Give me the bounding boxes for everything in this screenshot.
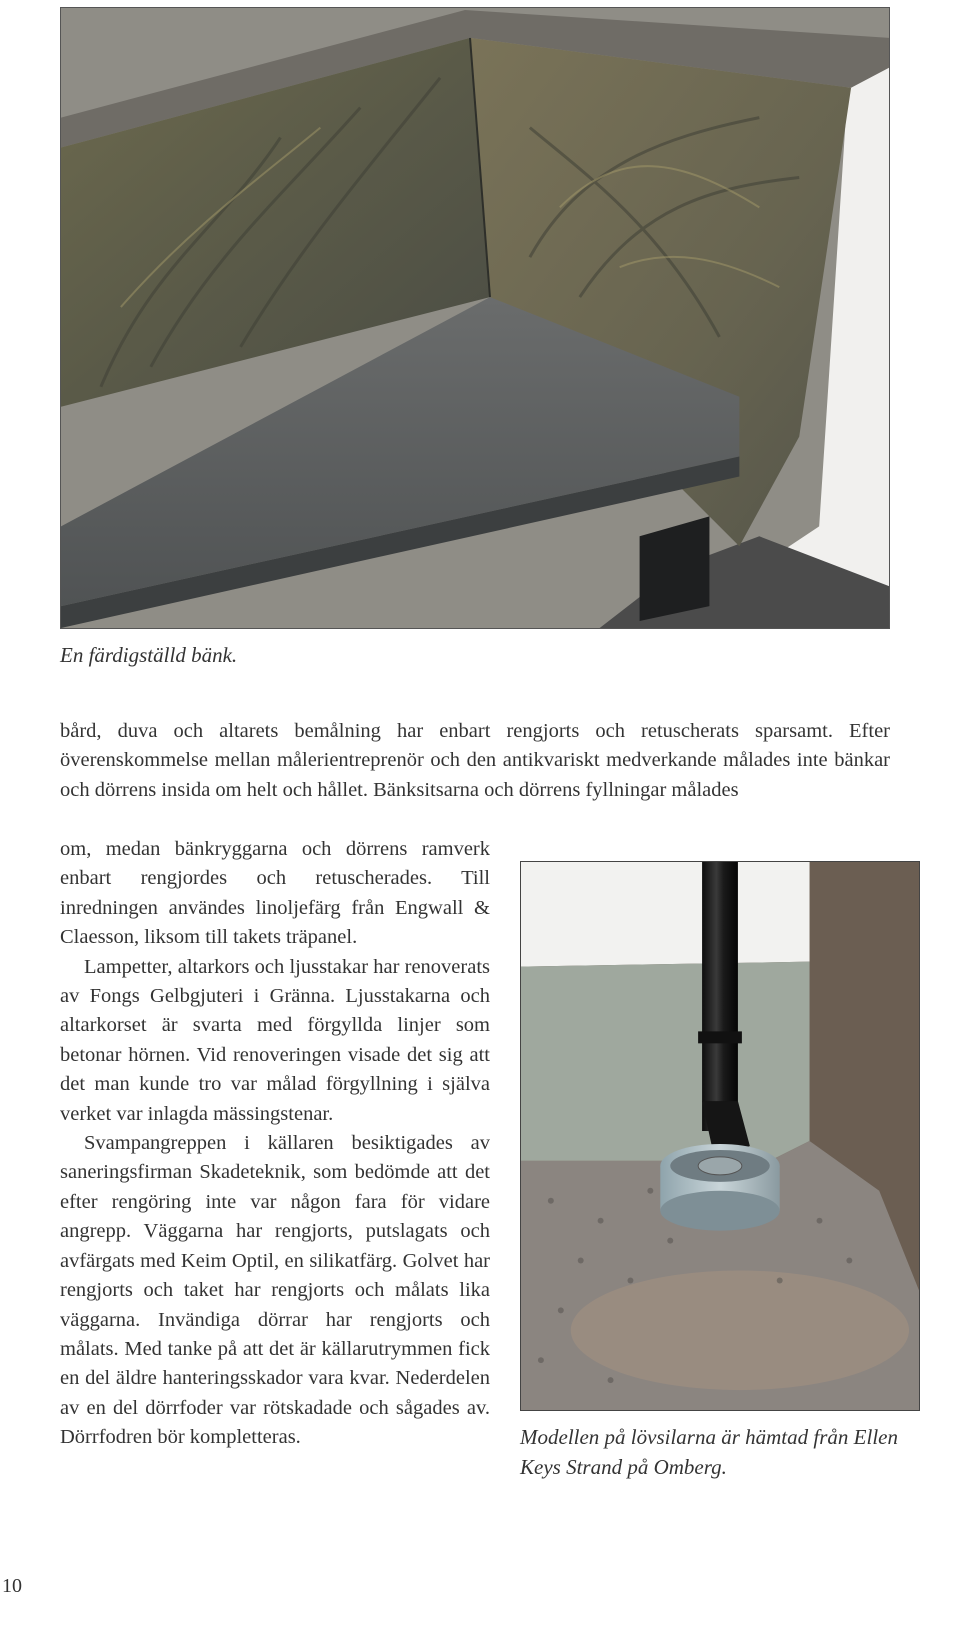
- bench-photo: [60, 7, 890, 629]
- paragraph-1-column: om, medan bänkryggarna och dörrens ramverk enbart rengjordes och retuscherades. Till inredningen användes linoljefärg från Engwall & Claesson, liksom till takets träpanel.: [60, 838, 490, 949]
- paragraph-3: Svampangreppen i källaren besiktigades av saneringsfirman Skadeteknik, som bedömde att det efter rengöring inte var någon fara för vidare angrepp. Väggarna har rengjorts, putslagats och avfärgats med Keim Optil, en silikatfärg. Golvet har rengjorts och taket har rengjorts och målats lika väggarna. Invändiga dörrar har rengjorts och målats. Med tanke på att det är källarutrymmen fick en del äldre hanteringsskador vara kvar. Nederdelen av en del dörrfoder var rötskadade och sågades av. Dörrfodren bör kompletteras.: [60, 1132, 490, 1449]
- paragraph-1-top: bård, duva och altarets bemålning har enbart rengjorts och retuscherats sparsamt. Efter överenskommelse mellan målerientreprenör och den antikvariskt medverkande målades inte bänkar och dörrens insida om helt och hållet. Bänksitsarna och dörrens fyllningar målades: [60, 720, 890, 801]
- page-number: 10: [2, 1575, 22, 1597]
- drainpipe-photo: [520, 861, 920, 1411]
- bench-photo-caption: En färdigställd bänk.: [60, 643, 238, 667]
- paragraph-2: Lampetter, altarkors och ljusstakar har renoverats av Fongs Gelbgjuteri i Gränna. Ljusstakarna och altarkorset är svarta med förgyllda linjer som betonar hörnen. Vid renoveringen visade det sig att det man kunde tro var målad förgyllning i själva verket var inlagda mässingstenar.: [60, 955, 490, 1125]
- drainpipe-photo-caption: Modellen på lövsilarna är hämtad från Ellen Keys Strand på Omberg.: [520, 1425, 898, 1479]
- paragraph-intro: [60, 717, 890, 805]
- text-column: [60, 835, 490, 1453]
